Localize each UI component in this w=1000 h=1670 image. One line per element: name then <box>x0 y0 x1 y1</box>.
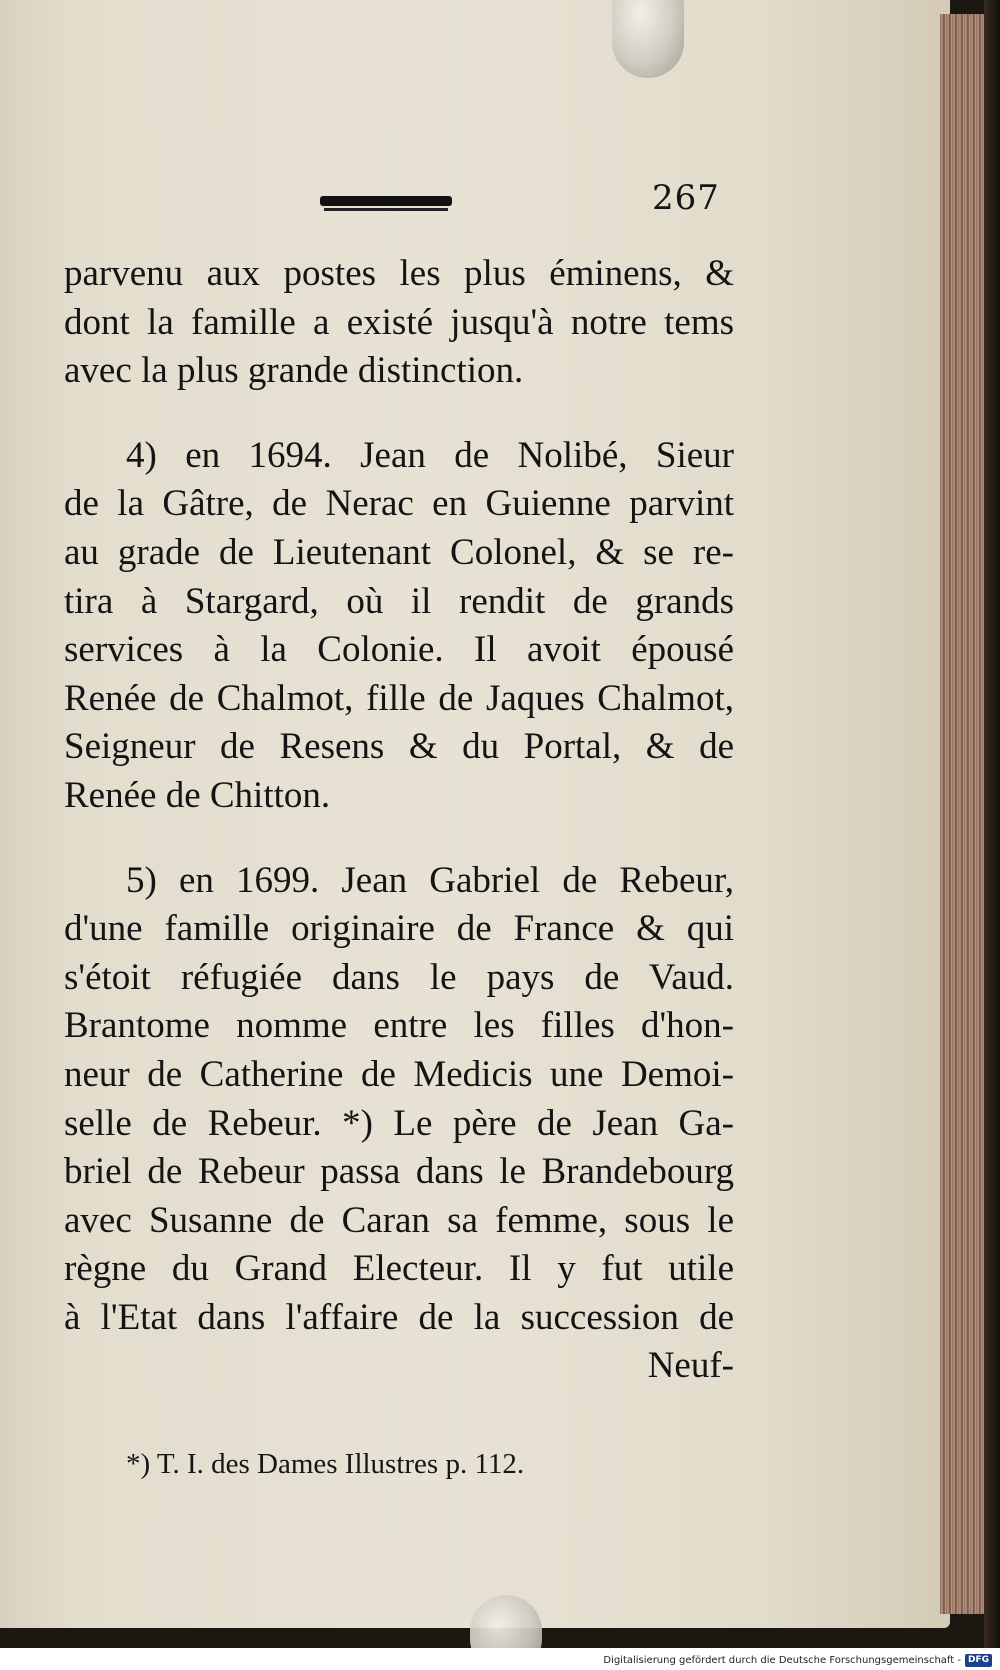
text-line: avec Susanne de Caran sa femme, sous le <box>64 1199 734 1241</box>
page-clip-top <box>612 0 684 78</box>
text-line: de la Gâtre, de Nerac en Guienne parvint <box>64 483 734 525</box>
text-line: 5) en 1699. Jean Gabriel de Rebeur, <box>126 859 734 901</box>
page-edges <box>940 14 988 1614</box>
paragraph-gap <box>64 821 734 857</box>
text-line: au grade de Lieutenant Colonel, & se re- <box>64 531 734 573</box>
text-line: s'étoit réfugiée dans le pays de Vaud. <box>64 956 734 998</box>
text-line: dont la famille a existé jusqu'à notre tems <box>64 301 734 343</box>
header-ornament-rule <box>320 196 452 206</box>
book-binding <box>984 0 1000 1648</box>
text-line: neur de Catherine de Medicis une Demoi- <box>64 1053 734 1095</box>
text-line: Seigneur de Resens & du Portal, & de <box>64 726 734 768</box>
text-line: selle de Rebeur. *) Le père de Jean Ga- <box>64 1102 734 1144</box>
text-line: à l'Etat dans l'affaire de la succession de <box>64 1296 734 1338</box>
credit-text: Digitalisierung gefördert durch die Deutsche Forschungsgemeinschaft - <box>603 1654 961 1666</box>
text-line: parvenu aux postes les plus éminens, & <box>64 253 734 294</box>
page-number: 267 <box>652 178 720 218</box>
catchword: Neuf- <box>647 1345 734 1387</box>
dfg-logo: DFG <box>965 1654 992 1667</box>
text-line: avec la plus grande distinction. <box>64 350 524 392</box>
text-line: Brantome nomme entre les filles d'hon- <box>64 1005 734 1047</box>
text-line: tira à Stargard, où il rendit de grands <box>64 580 734 622</box>
text-line: règne du Grand Electeur. Il y fut utile <box>64 1248 734 1290</box>
text-line: Renée de Chitton. <box>64 774 331 816</box>
text-line: briel de Rebeur passa dans le Brandebourg <box>64 1151 734 1193</box>
paragraph-gap <box>64 396 734 432</box>
text-line: Renée de Chalmot, fille de Jaques Chalmot, <box>64 677 734 719</box>
main-text <box>64 250 734 1391</box>
text-line: d'une famille originaire de France & qui <box>64 908 734 950</box>
digitization-credit <box>603 1652 992 1668</box>
text-line: 4) en 1694. Jean de Nolibé, Sieur <box>126 434 734 476</box>
footnote: *) T. I. des Dames Illustres p. 112. <box>126 1448 525 1480</box>
text-line: services à la Colonie. Il avoit épousé <box>64 629 734 671</box>
